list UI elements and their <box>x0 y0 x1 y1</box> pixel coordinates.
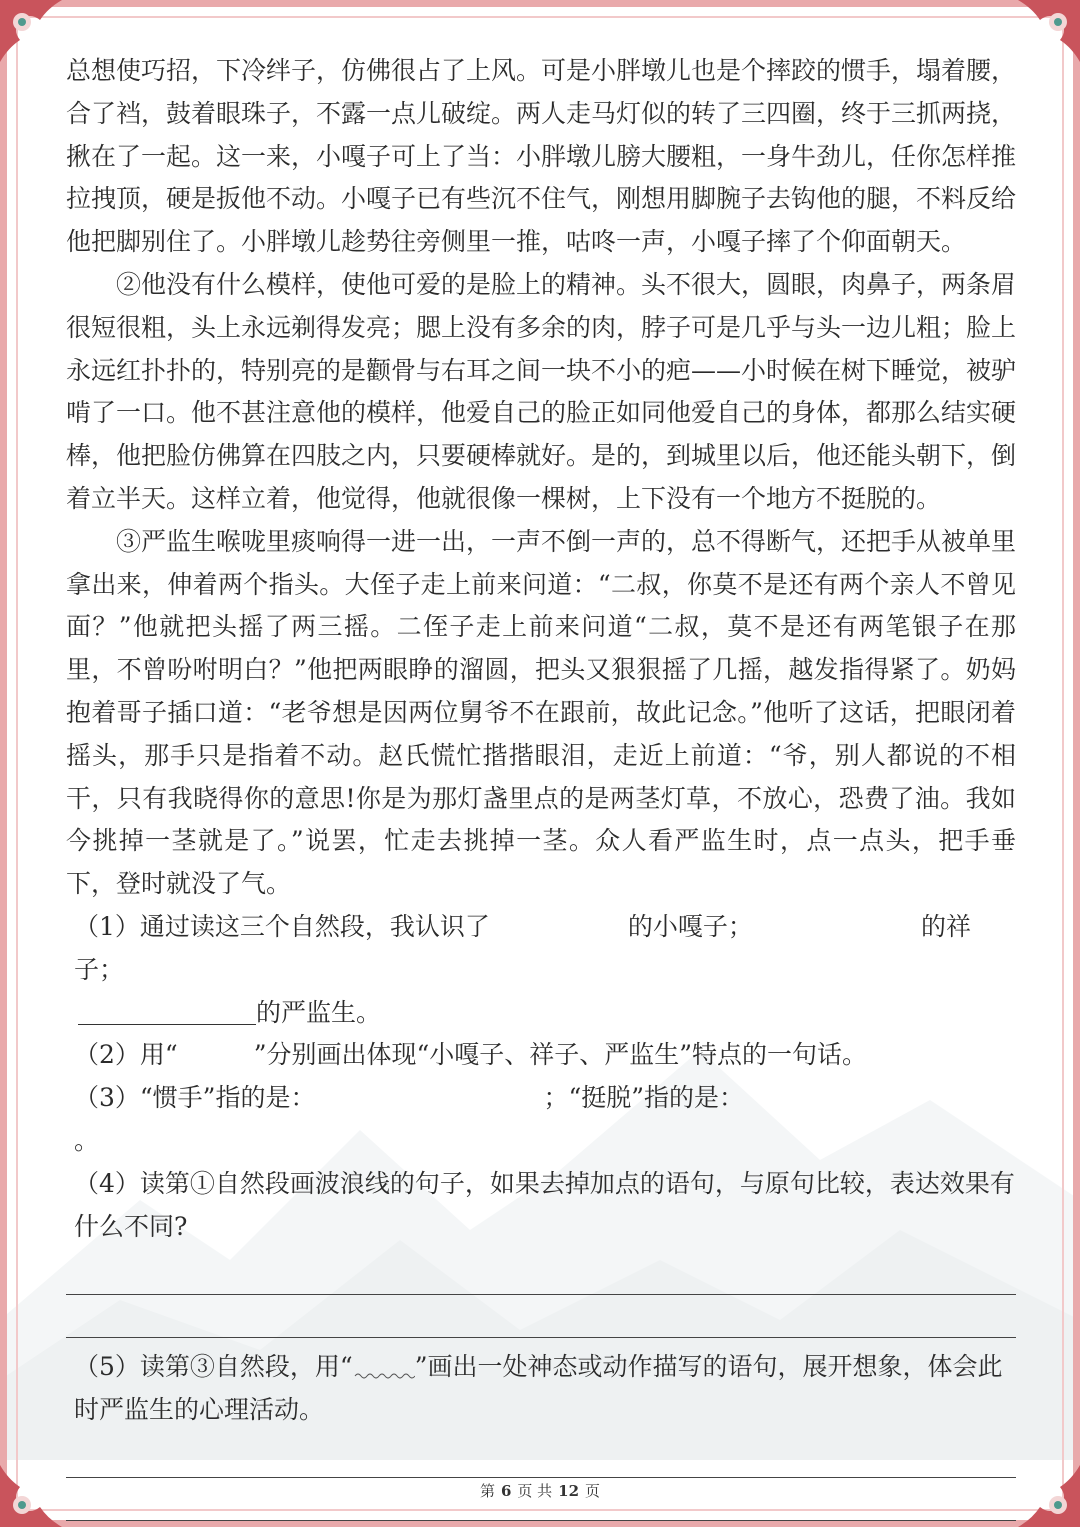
question-5: （5）读第③自然段，用“ ”画出一处神态或动作描写的语句，展开想象，体会此时严监生的心理活动。 <box>74 1351 1003 1424</box>
answer-line[interactable] <box>66 1438 1016 1481</box>
worksheet-content <box>66 50 1016 1523</box>
passage-paragraph-2: ②他没有什么模样，使他可爱的是脸上的精神。头不很大，圆眼，肉鼻子，两条眉很短很粗，头上永远剃得发亮；腮上没有多余的肉，脖子可是几乎与头一边儿粗；脸上永远红扑扑的，特别亮的是颧骨与右耳之间一块不小的疤——小时候在树下睡觉，被驴啃了一口。他不甚注意他的模样，他爱自己的脸正如同他爱自己的身体，都那么结实硬棒，他把脸仿佛算在四肢之内，只要硬棒就好。是的，到城里以后，他还能头朝下，倒着立半天。这样立着，他觉得，他就很像一棵树，上下没有一个地方不挺脱的。 <box>66 269 1017 513</box>
corner-ornament-icon <box>1010 0 1080 70</box>
question-1: （1）通过读这三个自然段，我认识了 的小嘎子； 的祥子； <box>74 911 971 984</box>
question-1-cont: 的严监生。 <box>66 992 1016 1035</box>
page-footer: 第 6 页 共 12 页 <box>479 1482 601 1500</box>
answer-blank[interactable] <box>78 996 256 1025</box>
answer-line[interactable] <box>66 1297 1016 1340</box>
question-3: （3）“惯手”指的是： ；“挺脱”指的是：。 <box>74 1083 745 1155</box>
wavy-underline-icon <box>353 1367 415 1381</box>
corner-ornament-icon <box>0 0 70 70</box>
passage-paragraph-1: 总想使巧招，下冷绊子，仿佛很占了上风。可是小胖墩儿也是个摔跤的惯手，塌着腰，合了裆，鼓着眼珠子，不露一点儿破绽。两人走马灯似的转了三四圈，终于三抓两挠，揪在了一起。这一来，小嘎子可上了当：小胖墩儿膀大腰粗，一身牛劲儿，任你怎样推拉拽顶，硬是扳他不动。小嘎子已有些沉不住气，刚想用脚腕子去钩他的腿，不料反给他把脚别住了。小胖墩儿趁势往旁侧里一推，咕咚一声，小嘎子摔了个仰面朝天。 <box>66 56 1017 257</box>
total-pages: 12 <box>558 1482 580 1500</box>
question-2: （2）用“ ”分别画出体现“小嘎子、祥子、严监生”特点的一句话。 <box>74 1040 868 1070</box>
page-number: 6 <box>500 1482 512 1500</box>
passage-paragraph-3: ③严监生喉咙里痰响得一进一出，一声不倒一声的，总不得断气，还把手从被单里拿出来，伸着两个指头。大侄子走上前来问道：“二叔，你莫不是还有两个亲人不曾见面？”他就把头摇了两三摇。二侄子走上前来问道“二叔，莫不是还有两笔银子在那里，不曾吩咐明白？”他把两眼睁的溜圆，把头又狠狠摇了几摇，越发指得紧了。奶妈抱着哥子插口道：“老爷想是因两位舅爷不在跟前，故此记念。”他听了这话，把眼闭着摇头，那手只是指着不动。赵氏慌忙揩揩眼泪，走近上前道：“爷，别人都说的不相干，只有我晓得你的意思!你是为那灯盏里点的是两茎灯草，不放心，恐费了油。我如今挑掉一茎就是了。”说罢，忙走去挑掉一茎。众人看严监生时，点一点头，把手垂下，登时就没了气。 <box>66 526 1017 899</box>
question-4: （4）读第①自然段画波浪线的句子，如果去掉加点的语句，与原句比较，表达效果有什么不同? <box>74 1168 1015 1241</box>
answer-line[interactable] <box>66 1254 1016 1297</box>
